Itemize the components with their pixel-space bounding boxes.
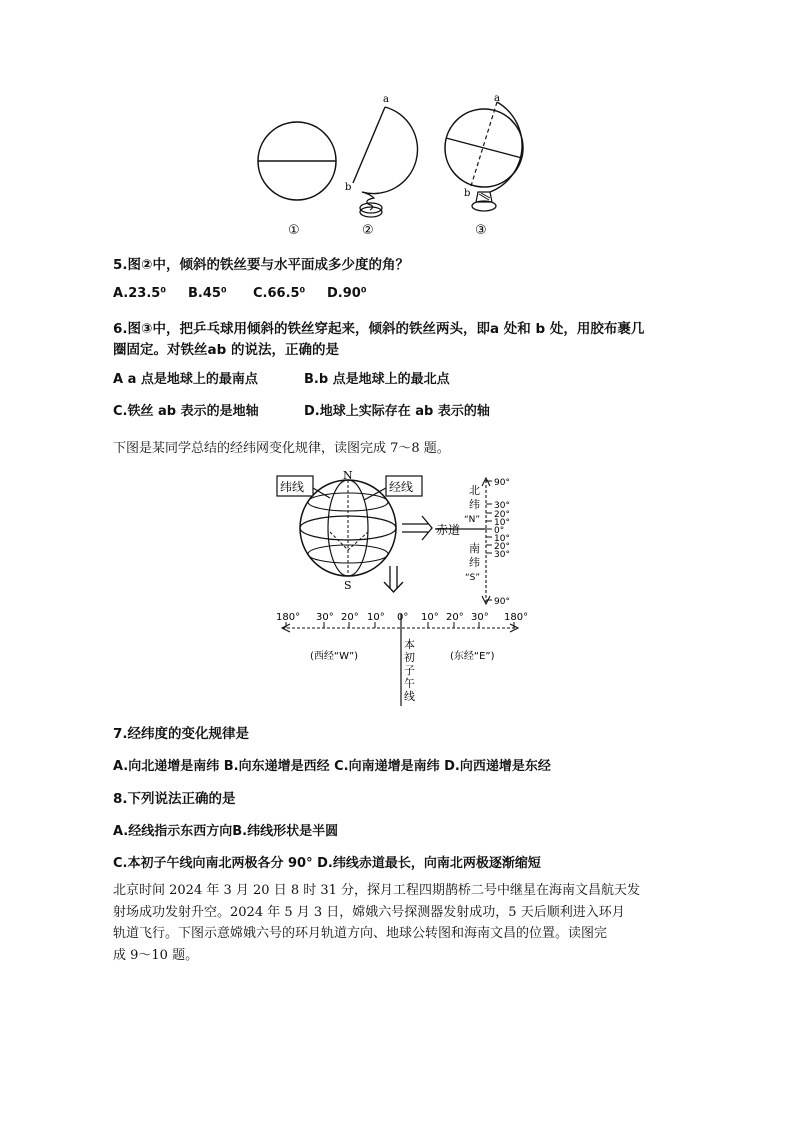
lon-tick-0: 0° bbox=[397, 612, 409, 623]
intro-9-10-line1: 北京时间 2024 年 3 月 20 日 8 时 31 分，探月工程四期鹊桥二号中继星在海南文昌航天发 bbox=[113, 883, 641, 898]
q6-option-c: C.铁丝 ab 表示的是地轴 bbox=[113, 404, 259, 419]
latitude-scale bbox=[435, 478, 492, 604]
prime-meridian-char-2: 初 bbox=[404, 651, 415, 664]
diagram-label-3: ③ bbox=[475, 223, 487, 238]
intro-9-10-line2: 射场成功发射升空。2024 年 5 月 3 日，嫦娥六号探测器发射成功，5 天后顺利进入环月 bbox=[113, 904, 625, 920]
lon-tick-e10: 10° bbox=[421, 612, 439, 623]
north-lat-char-3: “N” bbox=[464, 515, 481, 525]
latitude-longitude-figure bbox=[260, 468, 540, 710]
question-5-stem: 5.图②中，倾斜的铁丝要与水平面成多少度的角？ bbox=[113, 257, 409, 273]
lat-tick-n20: 20° bbox=[494, 510, 510, 520]
question-6-stem-line1: 6.图③中，把乒乓球用倾斜的铁丝穿起来，倾斜的铁丝两头，即a 处和 b 处，用胶布裹几 bbox=[113, 321, 645, 337]
lat-tick-s20: 20° bbox=[494, 542, 510, 552]
diagram-2-tilted-wire bbox=[353, 107, 418, 217]
question-6-stem-line2: 圈固定。对铁丝ab 的说法，正确的是 bbox=[113, 342, 339, 358]
prime-meridian-char-4: 午 bbox=[404, 677, 415, 690]
lat-tick-s30: 30° bbox=[494, 550, 510, 560]
point-b-label-2: b bbox=[345, 182, 352, 193]
q8-options-line2: C.本初子午线向南北两极各分 90° D.纬线赤道最长，向南北两极逐渐缩短 bbox=[113, 856, 541, 871]
q6-option-a: A a 点是地球上的最南点 bbox=[113, 372, 258, 387]
lat-tick-s10: 10° bbox=[494, 534, 510, 544]
diagram-label-2: ② bbox=[362, 223, 374, 238]
lon-tick-w180: 180° bbox=[276, 612, 301, 623]
north-lat-char-1: 北 bbox=[469, 484, 480, 497]
longitude-box-label: 经线 bbox=[389, 480, 414, 494]
point-a-label-3: a bbox=[494, 93, 500, 104]
lat-tick-n30: 30° bbox=[494, 501, 510, 511]
q5-option-d: D.90⁰ bbox=[327, 286, 367, 301]
lat-tick-n90: 90° bbox=[494, 478, 510, 488]
lon-tick-w20: 20° bbox=[341, 612, 359, 623]
lon-tick-w10: 10° bbox=[367, 612, 385, 623]
intro-questions-9-10 bbox=[113, 880, 693, 966]
question-7-stem: 7.经纬度的变化规律是 bbox=[113, 726, 250, 742]
prime-meridian-char-3: 子 bbox=[404, 664, 415, 677]
q6-option-b: B.b 点是地球上的最北点 bbox=[304, 372, 450, 387]
globe-model-figure bbox=[250, 88, 540, 240]
lat-tick-n10: 10° bbox=[494, 518, 510, 528]
prime-meridian-char-5: 线 bbox=[404, 690, 415, 703]
point-a-label-2: a bbox=[383, 94, 389, 105]
lat-tick-0: 0° bbox=[494, 526, 505, 536]
point-b-label-3: b bbox=[464, 188, 471, 199]
intro-questions-7-8: 下图是某同学总结的经纬网变化规律，读图完成 7～8 题。 bbox=[113, 441, 450, 456]
lon-tick-e30: 30° bbox=[471, 612, 489, 623]
latitude-box-label: 纬线 bbox=[280, 480, 305, 494]
q5-option-c: C.66.5⁰ bbox=[253, 286, 306, 301]
south-lat-char-3: “S” bbox=[465, 573, 481, 583]
diagram-3-globe bbox=[445, 102, 523, 211]
q7-options: A.向北递增是南纬 B.向东递增是西经 C.向南递增是南纬 D.向西递增是东经 bbox=[113, 759, 551, 774]
east-longitude-label: (东经“E”) bbox=[450, 651, 495, 662]
west-longitude-label: (西经“W”) bbox=[310, 651, 359, 662]
lon-tick-e20: 20° bbox=[446, 612, 464, 623]
prime-meridian-char-1: 本 bbox=[404, 638, 415, 651]
q6-option-d: D.地球上实际存在 ab 表示的轴 bbox=[304, 404, 490, 419]
north-lat-char-2: 纬 bbox=[469, 498, 480, 511]
lon-tick-w30: 30° bbox=[316, 612, 334, 623]
equator-label: 赤道 bbox=[436, 523, 461, 537]
q5-option-b: B.45⁰ bbox=[188, 286, 227, 301]
south-pole-label: S bbox=[344, 579, 352, 592]
right-arrow-icon bbox=[402, 516, 432, 540]
intro-9-10-line4: 成 9～10 题。 bbox=[113, 947, 199, 963]
lat-tick-s90: 90° bbox=[494, 597, 510, 607]
down-arrow-icon bbox=[384, 566, 403, 592]
graticule-globe bbox=[300, 480, 396, 576]
diagram-1-circle bbox=[258, 122, 336, 200]
south-lat-char-1: 南 bbox=[469, 542, 480, 555]
south-lat-char-2: 纬 bbox=[469, 556, 480, 569]
intro-9-10-line3: 轨道飞行。下图示意嫦娥六号的环月轨道方向、地球公转图和海南文昌的位置。读图完 bbox=[113, 926, 608, 941]
north-pole-label: N bbox=[343, 469, 353, 482]
lon-tick-e180: 180° bbox=[504, 612, 529, 623]
q8-options-line1: A.经线指示东西方向B.纬线形状是半圆 bbox=[113, 824, 339, 839]
question-8-stem: 8.下列说法正确的是 bbox=[113, 791, 236, 807]
q5-option-a: A.23.5⁰ bbox=[113, 286, 167, 301]
diagram-label-1: ① bbox=[288, 223, 300, 238]
